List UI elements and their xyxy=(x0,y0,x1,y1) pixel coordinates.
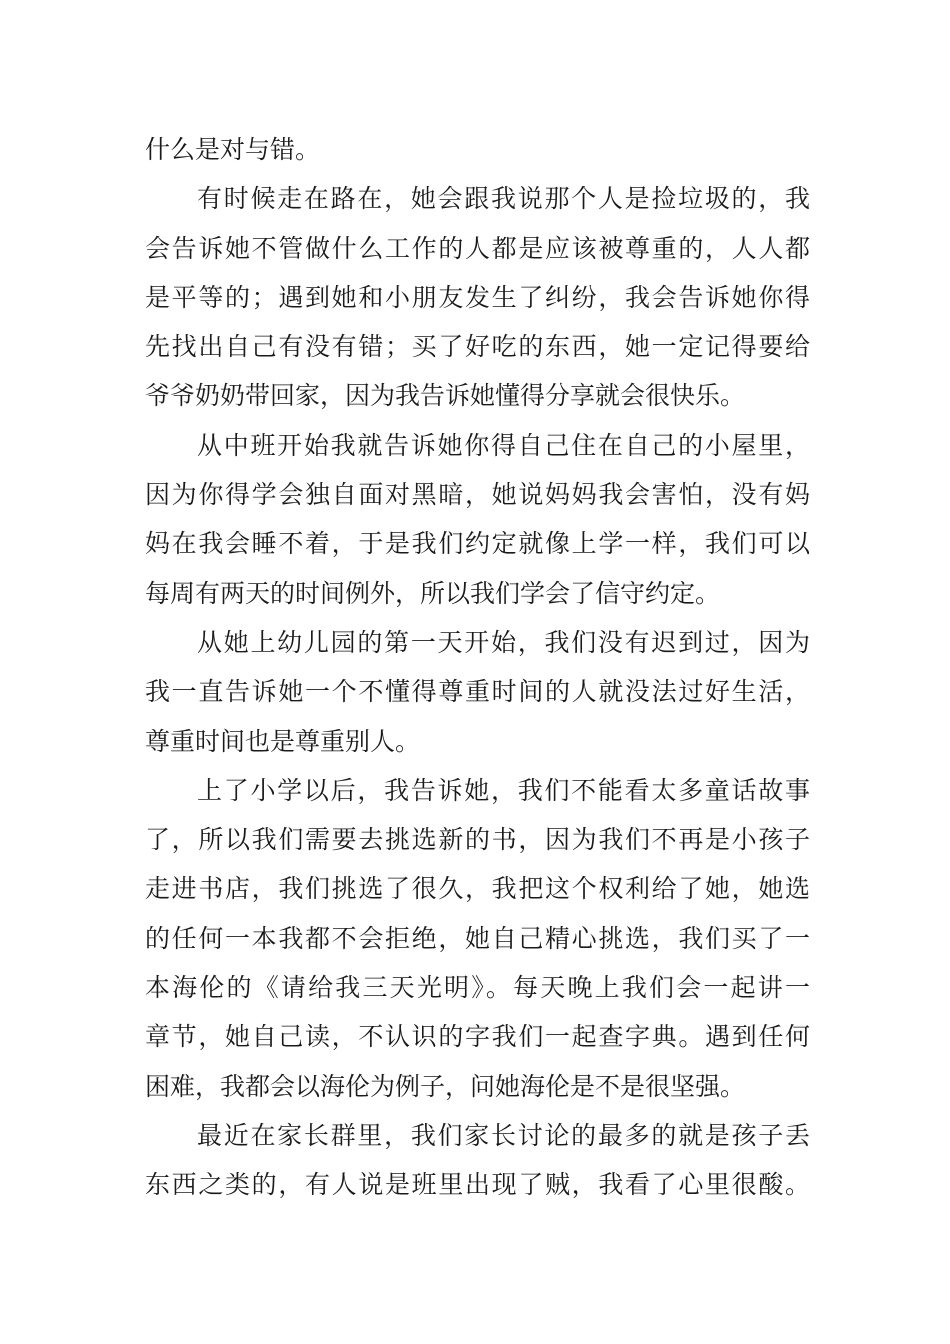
text-line: 从中班开始我就告诉她你得自己住在自己的小屋里， xyxy=(197,430,810,460)
text-line: 妈在我会睡不着，于是我们约定就像上学一样，我们可以 xyxy=(145,529,810,559)
text-line: 因为你得学会独自面对黑暗，她说妈妈我会害怕，没有妈 xyxy=(145,480,810,510)
text-line: 每周有两天的时间例外，所以我们学会了信守约定。 xyxy=(145,578,721,608)
text-line: 最近在家长群里，我们家长讨论的最多的就是孩子丢 xyxy=(197,1120,810,1150)
text-line: 从她上幼儿园的第一天开始，我们没有迟到过，因为 xyxy=(197,627,810,657)
text-line: 有时候走在路在，她会跟我说那个人是捡垃圾的，我 xyxy=(197,184,810,214)
text-line: 了，所以我们需要去挑选新的书，因为我们不再是小孩子 xyxy=(145,825,810,855)
text-line: 尊重时间也是尊重别人。 xyxy=(145,726,421,756)
text-line: 我一直告诉她一个不懂得尊重时间的人就没法过好生活， xyxy=(145,677,810,707)
text-line: 东西之类的，有人说是班里出现了贼，我看了心里很酸。 xyxy=(145,1170,810,1200)
text-line: 是平等的；遇到她和小朋友发生了纠纷，我会告诉她你得 xyxy=(145,282,810,312)
text-line: 什么是对与错。 xyxy=(145,135,321,164)
text-line: 困难，我都会以海伦为例子，问她海伦是不是很坚强。 xyxy=(145,1071,746,1101)
text-line: 走进书店，我们挑选了很久，我把这个权利给了她，她选 xyxy=(145,874,810,904)
text-line: 章节，她自己读，不认识的字我们一起查字典。遇到任何 xyxy=(145,1022,810,1052)
text-line: 先找出自己有没有错；买了好吃的东西，她一定记得要给 xyxy=(145,332,810,362)
body-text xyxy=(145,125,810,1210)
text-line: 的任何一本我都不会拒绝，她自己精心挑选，我们买了一 xyxy=(145,923,810,953)
text-line: 上了小学以后，我告诉她，我们不能看太多童话故事 xyxy=(197,775,810,805)
text-line: 爷爷奶奶带回家，因为我告诉她懂得分享就会很快乐。 xyxy=(145,381,746,411)
text-line: 本海伦的《请给我三天光明》。每天晚上我们会一起讲一 xyxy=(145,973,810,1003)
text-line: 会告诉她不管做什么工作的人都是应该被尊重的，人人都 xyxy=(145,233,810,263)
